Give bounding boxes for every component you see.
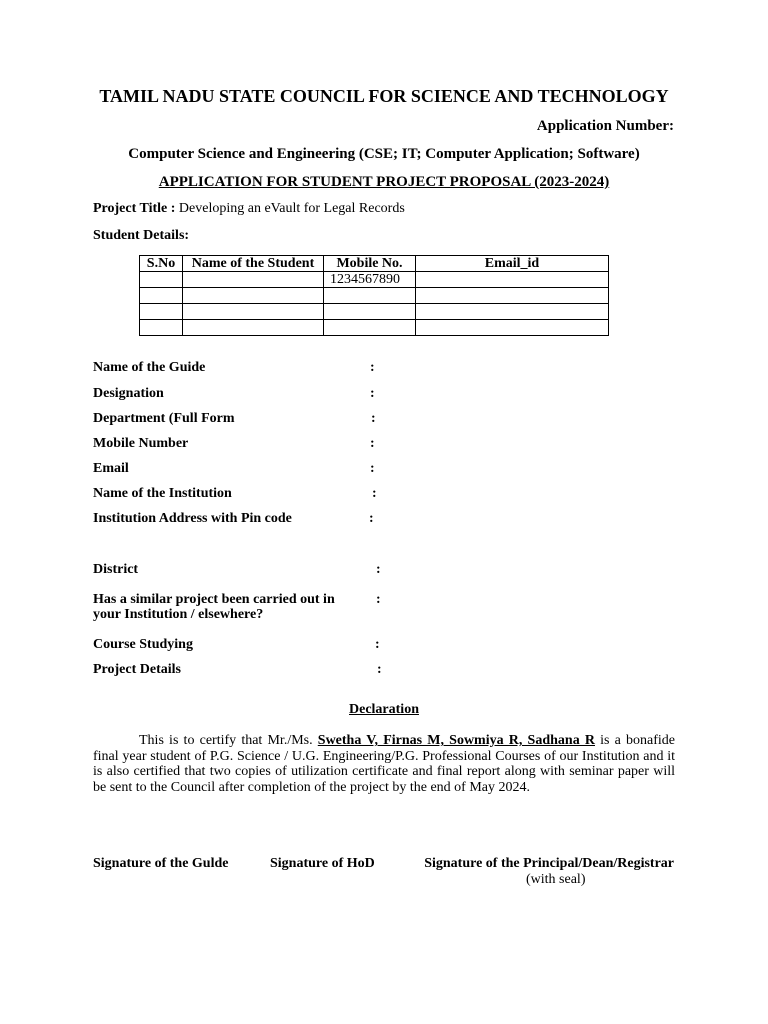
mobile-number-colon: :	[370, 436, 375, 451]
similar-project-label-line2: your Institution / elsewhere?	[93, 607, 264, 622]
table-cell	[183, 304, 324, 320]
guide-name-label: Name of the Guide	[93, 360, 206, 375]
project-title-value: Developing an eVault for Legal Records	[175, 201, 405, 216]
declaration-text-after: is a bonafide final year student of P.G. Science / U.G. Engineering/P.G. Professional Courses of our Institution and it is also certified that two copies of utilization certificate and final report along with seminar paper will be sent to the Council after completion of the project by the end of May 2024.	[93, 733, 676, 795]
project-details-label: Project Details	[93, 662, 181, 677]
declaration-paragraph	[93, 733, 675, 795]
department-label: Department (Full Form	[93, 411, 235, 426]
student-details-label: Student Details:	[93, 228, 190, 243]
table-cell	[324, 320, 416, 336]
course-studying-colon: :	[375, 637, 380, 652]
council-title: TAMIL NADU STATE COUNCIL FOR SCIENCE AND TECHNOLOGY	[99, 86, 669, 106]
table-row	[140, 272, 609, 288]
department-line: Computer Science and Engineering (CSE; IT; Computer Application; Software)	[128, 146, 640, 162]
column-header-email: Email_id	[416, 256, 609, 272]
course-studying-label: Course Studying	[93, 637, 193, 652]
institution-name-label: Name of the Institution	[93, 486, 232, 501]
similar-project-colon: :	[376, 592, 381, 607]
mobile-number-label: Mobile Number	[93, 436, 189, 451]
table-cell	[324, 304, 416, 320]
seal-note: (with seal)	[526, 872, 586, 887]
institution-address-colon: :	[369, 511, 374, 526]
email-label: Email	[93, 461, 129, 476]
district-colon: :	[376, 562, 381, 577]
designation-colon: :	[370, 386, 375, 401]
district-label: District	[93, 562, 139, 577]
application-number-label: Application Number:	[536, 118, 674, 134]
table-cell	[416, 320, 609, 336]
guide-name-colon: :	[370, 360, 375, 375]
table-cell	[140, 320, 183, 336]
department-colon: :	[371, 411, 376, 426]
table-cell	[324, 288, 416, 304]
designation-label: Designation	[93, 386, 164, 401]
institution-name-colon: :	[372, 486, 377, 501]
table-cell	[416, 288, 609, 304]
table-cell	[416, 272, 609, 288]
table-cell	[140, 272, 183, 288]
student-details-table	[139, 255, 609, 336]
project-title-label: Project Title :	[93, 201, 176, 216]
table-row	[140, 304, 609, 320]
form-title: APPLICATION FOR STUDENT PROJECT PROPOSAL (2023-2024)	[158, 174, 610, 190]
table-cell	[140, 304, 183, 320]
declaration-heading: Declaration	[349, 702, 419, 717]
table-cell	[183, 272, 324, 288]
table-row	[140, 320, 609, 336]
email-colon: :	[370, 461, 375, 476]
table-cell	[140, 288, 183, 304]
hod-signature-label: Signature of HoD	[270, 856, 375, 871]
table-row	[140, 288, 609, 304]
declaration-text-before: This is to certify that Mr./Ms.	[139, 733, 318, 748]
declaration-student-names: Swetha V, Firnas M, Sowmiya R, Sadhana R	[317, 733, 595, 748]
institution-address-label: Institution Address with Pin code	[93, 511, 292, 526]
table-header-row	[140, 256, 609, 272]
project-title	[93, 201, 405, 217]
table-cell	[416, 304, 609, 320]
table-cell: 1234567890	[324, 272, 416, 288]
similar-project-label: Has a similar project been carried out in	[93, 592, 335, 607]
principal-signature-label: Signature of the Principal/Dean/Registrar	[424, 856, 674, 871]
guide-signature-label: Signature of the Gulde	[93, 856, 229, 871]
table-cell	[183, 320, 324, 336]
table-cell	[183, 288, 324, 304]
project-details-colon: :	[377, 662, 382, 677]
column-header-name: Name of the Student	[183, 256, 324, 272]
column-header-sno: S.No	[140, 256, 183, 272]
column-header-mobile: Mobile No.	[324, 256, 416, 272]
